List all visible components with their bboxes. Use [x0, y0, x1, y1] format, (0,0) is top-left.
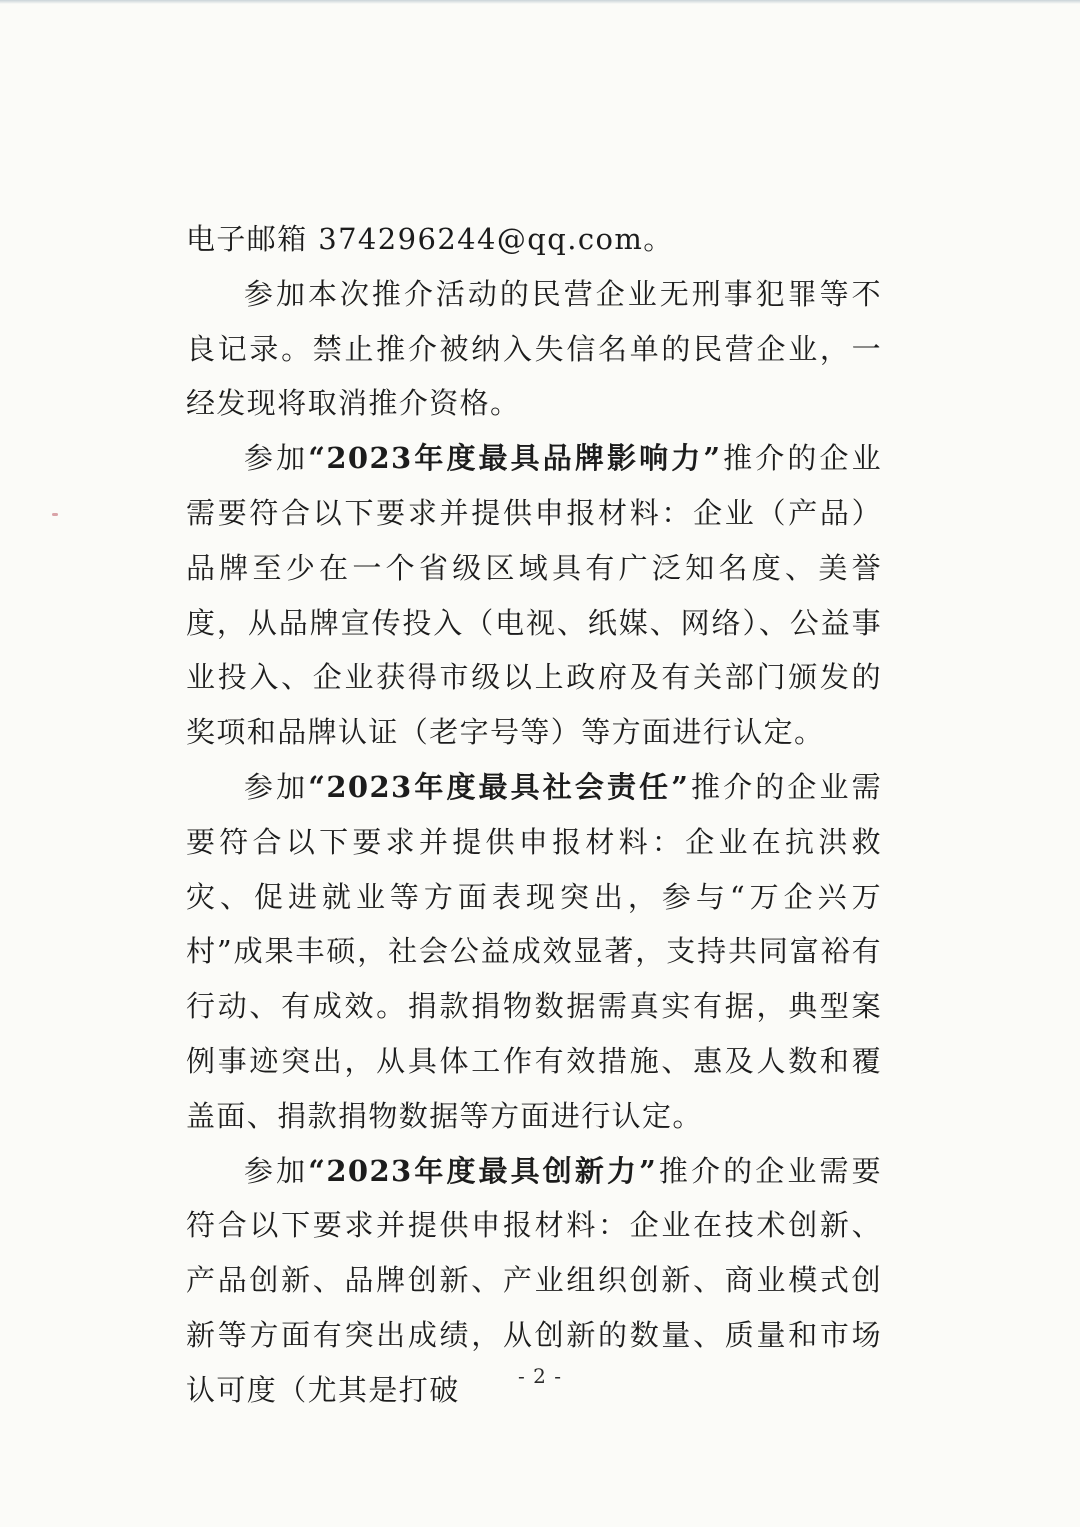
innovation-intro: 参加 [244, 1153, 309, 1188]
email-text: 电子邮箱 374296244@qq.com。 [186, 222, 674, 256]
innovation-body: 推介的企业需要符合以下要求并提供申报材料：企业在技术创新、产品创新、品牌创新、产业组织创新、商业模式创新等方面有突出成绩，从创新的数量、质量和市场认可度（尤其是打破 [186, 1153, 882, 1407]
scan-mark [52, 513, 58, 516]
brand-intro: 参加 [244, 441, 309, 476]
eligibility-text: 参加本次推介活动的民营企业无刑事犯罪等不良记录。禁止推介被纳入失信名单的民营企业，一经发现将取消推介资格。 [186, 276, 882, 421]
social-responsibility-title: “2023年度最具社会责任” [308, 769, 690, 804]
social-intro: 参加 [244, 769, 309, 804]
paragraph-brand-influence [186, 431, 882, 760]
paragraph-social-responsibility [186, 760, 882, 1144]
page-number: - 2 - [518, 1364, 562, 1388]
paragraph-email [186, 212, 882, 267]
innovation-title: “2023年度最具创新力” [308, 1153, 658, 1188]
scan-top-edge [0, 0, 1080, 4]
paragraph-eligibility [186, 267, 882, 431]
brand-influence-body: 推介的企业需要符合以下要求并提供申报材料：企业（产品）品牌至少在一个省级区域具有广泛知名度、美誉度，从品牌宣传投入（电视、纸媒、网络）、公益事业投入、企业获得市级以上政府及有关部门颁发的奖项和品牌认证（老字号等）等方面进行认定。 [186, 441, 882, 750]
social-responsibility-body: 推介的企业需要符合以下要求并提供申报材料：企业在抗洪救灾、促进就业等方面表现突出，参与“万企兴万村”成果丰硕，社会公益成效显著，支持共同富裕有行动、有成效。捐款捐物数据需真实有据，典型案例事迹突出，从具体工作有效措施、惠及人数和覆盖面、捐款捐物数据等方面进行认定。 [186, 769, 882, 1133]
brand-influence-title: “2023年度最具品牌影响力” [308, 441, 722, 476]
document-body [186, 212, 882, 1418]
